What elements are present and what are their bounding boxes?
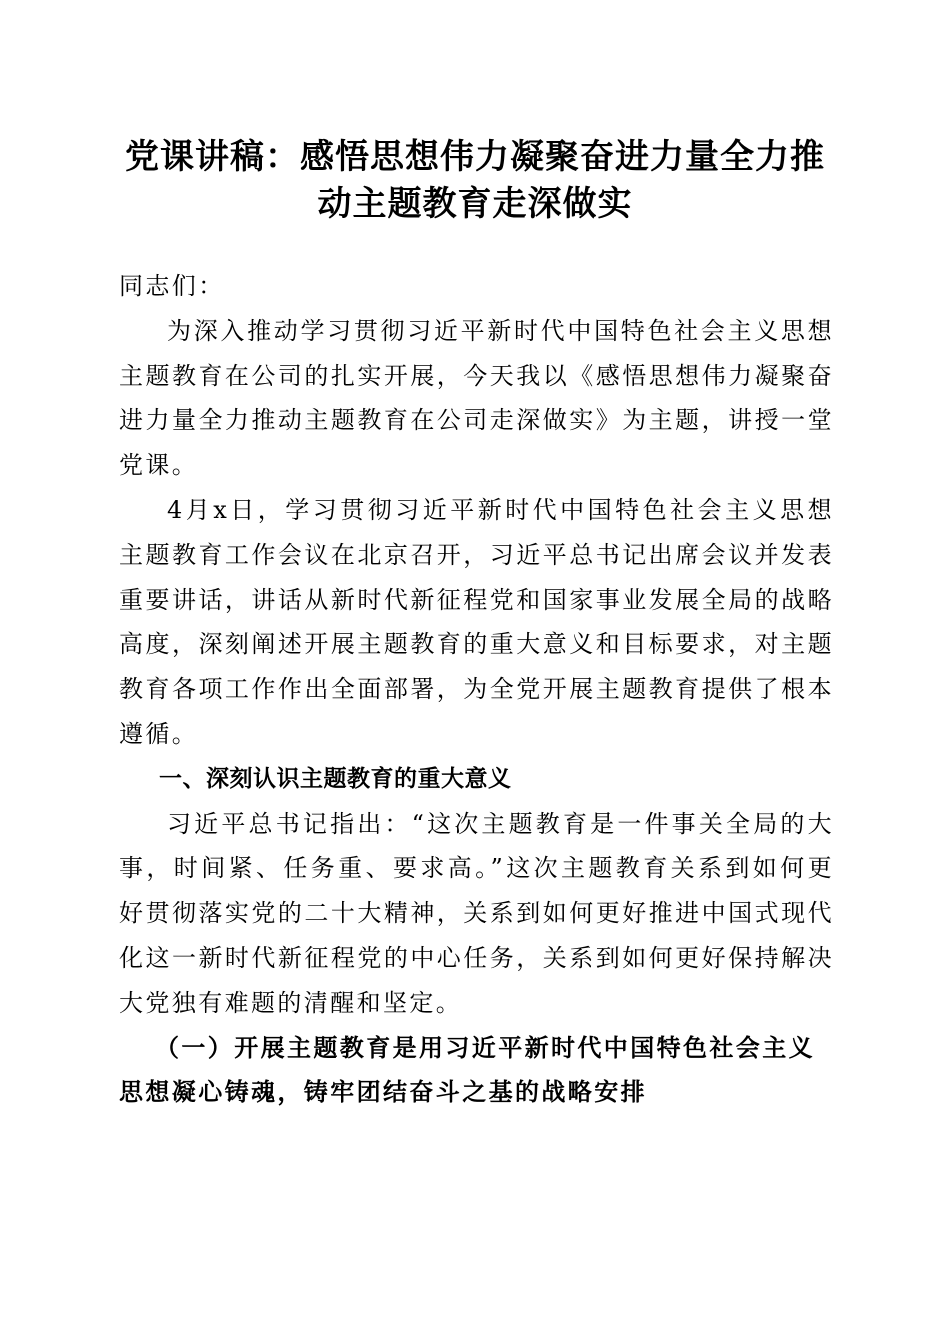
subsection-heading: （一）开展主题教育是用习近平新时代中国特色社会主义思想凝心铸魂，铸牢团结奋斗之基的战略安排: [119, 1032, 815, 1107]
title-line-1: 党课讲稿：感悟思想伟力凝聚奋进力量全力推: [125, 137, 825, 177]
document-body: [119, 264, 834, 1115]
title-line-2: 动主题教育走深做实: [317, 184, 633, 224]
salutation: 同志们：: [119, 272, 225, 300]
intro-paragraph: 为深入推动学习贯彻习近平新时代中国特色社会主义思想主题教育在公司的扎实开展，今天我以《感悟思想伟力凝聚奋进力量全力推动主题教育在公司走深做实》为主题，讲授一堂党课。: [119, 316, 834, 480]
section-heading: 一、深刻认识主题教育的重大意义: [159, 765, 512, 792]
meeting-paragraph: 4月x日，学习贯彻习近平新时代中国特色社会主义思想主题教育工作会议在北京召开，习近平总书记出席会议并发表重要讲话，讲话从新时代新征程党和国家事业发展全局的战略高度，深刻阐述开展主题教育的重大意义和目标要求，对主题教育各项工作作出全面部署，为全党开展主题教育提供了根本遵循。: [119, 495, 834, 748]
section-paragraph: 习近平总书记指出：“这次主题教育是一件事关全局的大事，时间紧、任务重、要求高。”这次主题教育关系到如何更好贯彻落实党的二十大精神，关系到如何更好推进中国式现代化这一新时代新征程党的中心任务，关系到如何更好保持解决大党独有难题的清醒和坚定。: [119, 809, 834, 1017]
document-title: [100, 134, 850, 228]
